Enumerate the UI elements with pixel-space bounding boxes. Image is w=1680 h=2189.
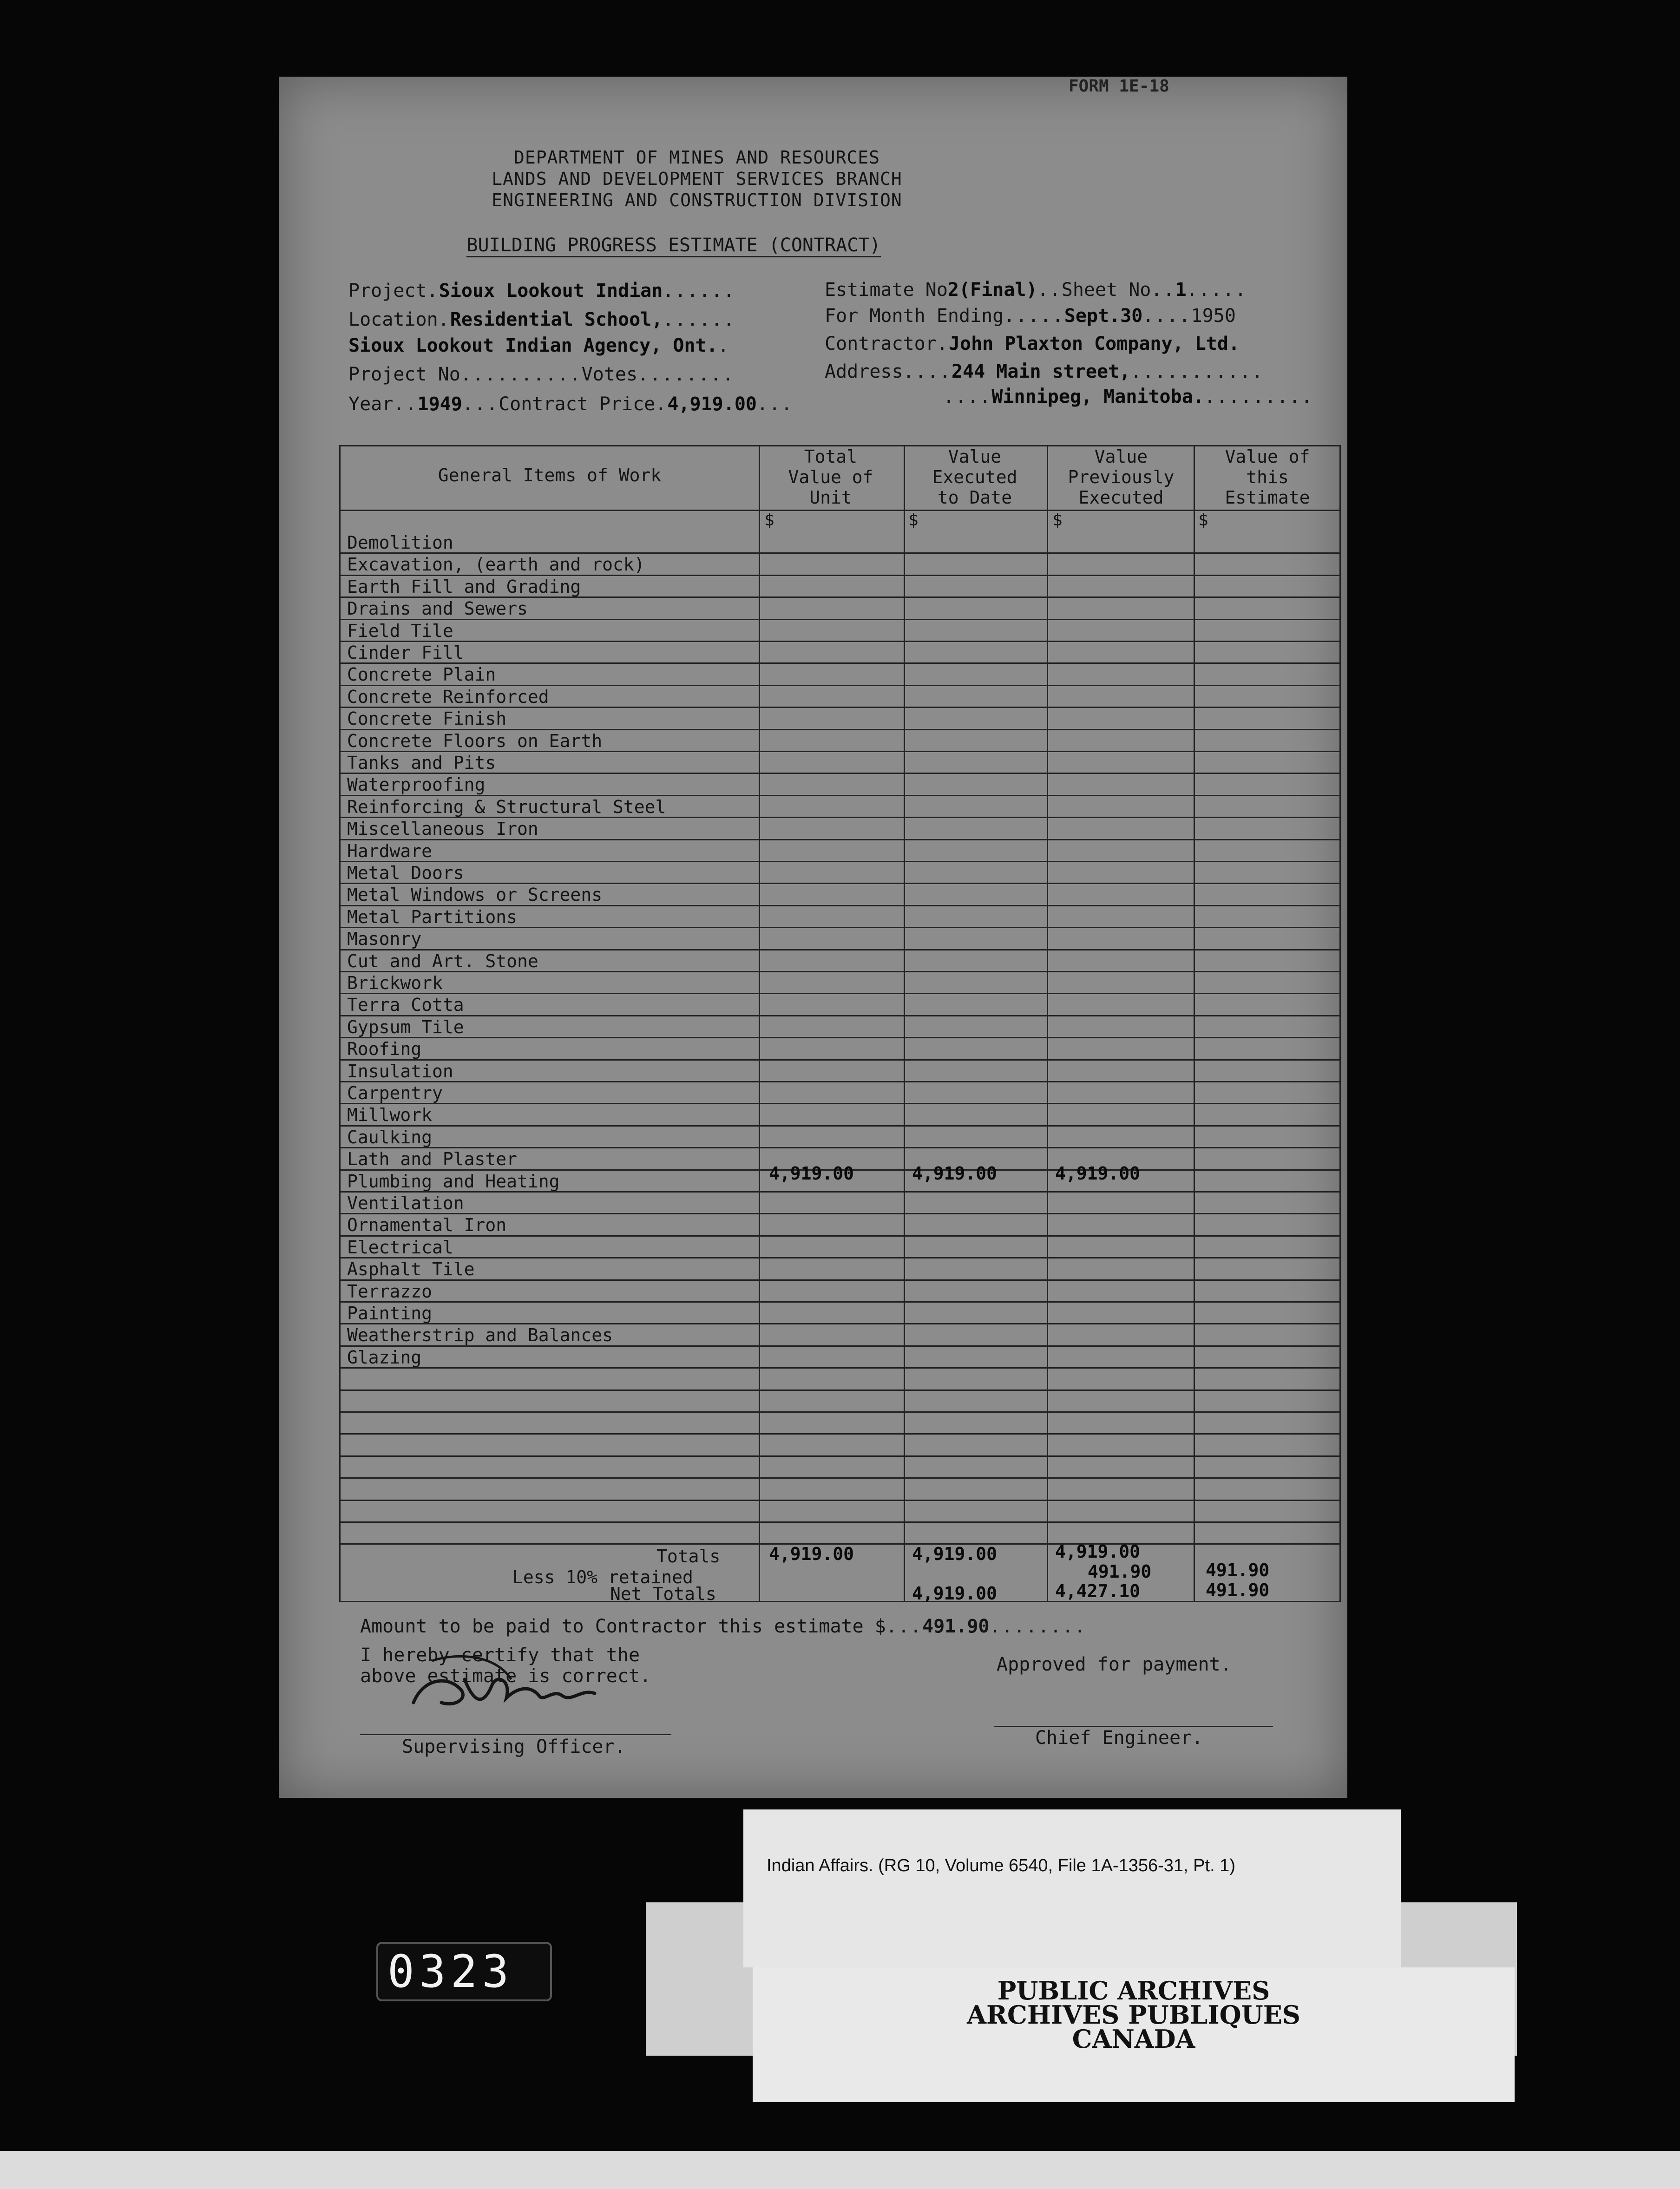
row-rule xyxy=(341,1323,1339,1324)
table-row-label: Cinder Fill xyxy=(347,642,464,663)
row-rule xyxy=(341,1147,1339,1148)
table-row-label: Caulking xyxy=(347,1127,433,1147)
table-row-label: Concrete Reinforced xyxy=(347,686,549,707)
table-row-label: Cut and Art. Stone xyxy=(347,950,538,971)
row-rule xyxy=(341,1257,1339,1258)
totals-previous: 4,919.00 xyxy=(1055,1541,1141,1562)
blank-row-rule xyxy=(341,1521,1339,1523)
estimate-form xyxy=(279,77,1347,1798)
certify-line-2: above estimate is correct. xyxy=(360,1665,651,1687)
net-previous: 4,427.10 xyxy=(1055,1581,1141,1601)
row-rule xyxy=(341,1367,1339,1369)
year-field: Year..1949...Contract Price.4,919.00... xyxy=(348,393,794,415)
table-row-label: Concrete Finish xyxy=(347,708,507,729)
certify-line-1: I hereby certify that the xyxy=(360,1645,640,1666)
table-row-label: Excavation, (earth and rock) xyxy=(347,554,645,575)
location-field-line2: Sioux Lookout Indian Agency, Ont.. xyxy=(348,335,730,356)
row-rule xyxy=(341,949,1339,950)
row-rule xyxy=(341,1059,1339,1061)
project-no-field: Project No..........Votes........ xyxy=(348,364,735,385)
row-rule xyxy=(341,1081,1339,1082)
currency-symbol: $ xyxy=(764,511,774,530)
table-row-label: Ornamental Iron xyxy=(347,1215,507,1236)
form-number: FORM 1E-18 xyxy=(1069,77,1169,96)
header-general-items: General Items of Work xyxy=(438,465,662,485)
header-value-executed: Value Executed to Date xyxy=(932,446,1017,508)
header-rule xyxy=(341,510,1339,511)
archive-reference-card xyxy=(743,1809,1401,1967)
project-field: Project.Sioux Lookout Indian...... xyxy=(348,280,735,301)
table-row-label: Carpentry xyxy=(347,1083,443,1103)
frame-counter-digits: 0323 xyxy=(387,1946,514,1998)
row-rule xyxy=(341,1301,1339,1303)
net-totals-label: Net Totals xyxy=(610,1584,716,1604)
table-row-label: Insulation xyxy=(347,1061,453,1081)
currency-symbol: $ xyxy=(908,511,919,530)
totals-total-value: 4,919.00 xyxy=(769,1544,854,1564)
plumbing-executed-value: 4,919.00 xyxy=(912,1163,998,1184)
table-row-label: Demolition xyxy=(347,532,453,553)
blank-row-rule xyxy=(341,1455,1339,1457)
table-row-label: Concrete Plain xyxy=(347,664,496,685)
table-row-label: Waterproofing xyxy=(347,774,486,795)
film-edge xyxy=(0,2151,1680,2189)
amount-payable: Amount to be paid to Contractor this estimate $...491.90........ xyxy=(360,1616,1087,1637)
archive-stamp xyxy=(753,1967,1515,2102)
row-rule xyxy=(341,1037,1339,1038)
header-total-value: Total Value of Unit xyxy=(788,446,873,508)
table-row-label: Electrical xyxy=(347,1237,453,1258)
blank-row-rule xyxy=(341,1411,1339,1413)
table-row-label: Masonry xyxy=(347,929,422,950)
table-row-label: Metal Windows or Screens xyxy=(347,885,603,905)
division-line: ENGINEERING AND CONSTRUCTION DIVISION xyxy=(492,190,902,210)
table-row-label: Painting xyxy=(347,1303,433,1324)
currency-symbol: $ xyxy=(1198,511,1208,530)
chief-engineer-label: Chief Engineer. xyxy=(1035,1727,1203,1749)
table-row-label: Metal Doors xyxy=(347,863,464,883)
row-rule xyxy=(341,861,1339,862)
plumbing-total-value: 4,919.00 xyxy=(769,1163,854,1184)
row-rule xyxy=(341,883,1339,884)
signature xyxy=(404,1652,604,1721)
location-field: Location.Residential School,...... xyxy=(348,309,735,330)
row-rule xyxy=(341,1103,1339,1104)
branch-line: LANDS AND DEVELOPMENT SERVICES BRANCH xyxy=(492,169,902,189)
retained-previous: 491.90 xyxy=(1088,1561,1152,1582)
totals-executed: 4,919.00 xyxy=(912,1544,998,1564)
plumbing-previous-value: 4,919.00 xyxy=(1055,1163,1141,1184)
row-rule xyxy=(341,1213,1339,1214)
net-this-estimate: 491.90 xyxy=(1206,1580,1270,1600)
table-row-label: Terra Cotta xyxy=(347,995,464,1016)
stamp-line-1: PUBLIC ARCHIVES xyxy=(997,1976,1270,2005)
stamp-line-3: CANADA xyxy=(1072,2024,1195,2054)
table-row-label: Tanks and Pits xyxy=(347,753,496,773)
blank-row-rule xyxy=(341,1500,1339,1501)
table-row-label: Millwork xyxy=(347,1105,433,1126)
header-value-this-estimate: Value of this Estimate xyxy=(1225,446,1310,508)
table-row-label: Ventilation xyxy=(347,1193,464,1213)
header-value-previous: Value Previously Executed xyxy=(1068,446,1175,508)
row-rule xyxy=(341,641,1339,642)
row-rule xyxy=(341,1015,1339,1016)
table-row-label: Field Tile xyxy=(347,620,453,641)
retained-label: Less 10% retained xyxy=(512,1567,693,1587)
table-row-label: Glazing xyxy=(347,1347,422,1368)
row-rule xyxy=(341,795,1339,796)
net-executed: 4,919.00 xyxy=(912,1583,998,1604)
table-row-label: Plumbing and Heating xyxy=(347,1171,560,1192)
row-rule xyxy=(341,1125,1339,1127)
supervising-signature-line xyxy=(360,1734,671,1735)
table-row-label: Weatherstrip and Balances xyxy=(347,1325,613,1346)
frame-counter xyxy=(376,1942,552,2001)
retained-this-estimate: 491.90 xyxy=(1206,1560,1270,1580)
row-rule xyxy=(341,662,1339,664)
table-row-label: Hardware xyxy=(347,840,433,861)
table-row-label: Earth Fill and Grading xyxy=(347,576,581,597)
approved-text: Approved for payment. xyxy=(997,1654,1232,1675)
table-row-label: Reinforcing & Structural Steel xyxy=(347,796,666,817)
table-row-label: Terrazzo xyxy=(347,1281,433,1302)
table-row-label: Concrete Floors on Earth xyxy=(347,730,603,751)
table-row-label: Lath and Plaster xyxy=(347,1149,518,1170)
form-title: BUILDING PROGRESS ESTIMATE (CONTRACT) xyxy=(418,235,929,256)
blank-row-rule xyxy=(341,1433,1339,1435)
department-line: DEPARTMENT OF MINES AND RESOURCES xyxy=(514,147,880,168)
contractor-field: Contractor.John Plaxton Company, Ltd. xyxy=(825,333,1240,354)
address-field: Address....244 Main street,........... xyxy=(825,361,1264,382)
table-row-label: Brickwork xyxy=(347,973,443,993)
row-rule xyxy=(341,552,1339,554)
month-ending-field: For Month Ending.....Sept.30....1950 xyxy=(825,305,1236,327)
totals-label: Totals xyxy=(656,1546,721,1566)
address-field-line2: ....Winnipeg, Manitoba.......... xyxy=(943,386,1313,407)
blank-row-rule xyxy=(341,1477,1339,1479)
currency-symbol: $ xyxy=(1052,511,1063,530)
row-rule xyxy=(341,993,1339,994)
stamp-line-2: ARCHIVES PUBLIQUES xyxy=(967,2000,1300,2030)
work-items-table xyxy=(339,445,1341,1602)
table-row-label: Gypsum Tile xyxy=(347,1016,464,1037)
blank-row-rule xyxy=(341,1389,1339,1391)
table-row-label: Asphalt Tile xyxy=(347,1259,475,1280)
archive-reference: Indian Affairs. (RG 10, Volume 6540, File 1A-1356-31, Pt. 1) xyxy=(767,1856,1235,1875)
supervising-officer-label: Supervising Officer. xyxy=(402,1736,626,1757)
table-row-label: Drains and Sewers xyxy=(347,598,528,619)
estimate-no-field: Estimate No2(Final)..Sheet No..1..... xyxy=(825,279,1247,301)
row-rule xyxy=(341,1279,1339,1281)
table-row-label: Miscellaneous Iron xyxy=(347,819,538,839)
table-row-label: Metal Partitions xyxy=(347,906,518,927)
table-row-label: Roofing xyxy=(347,1039,422,1060)
